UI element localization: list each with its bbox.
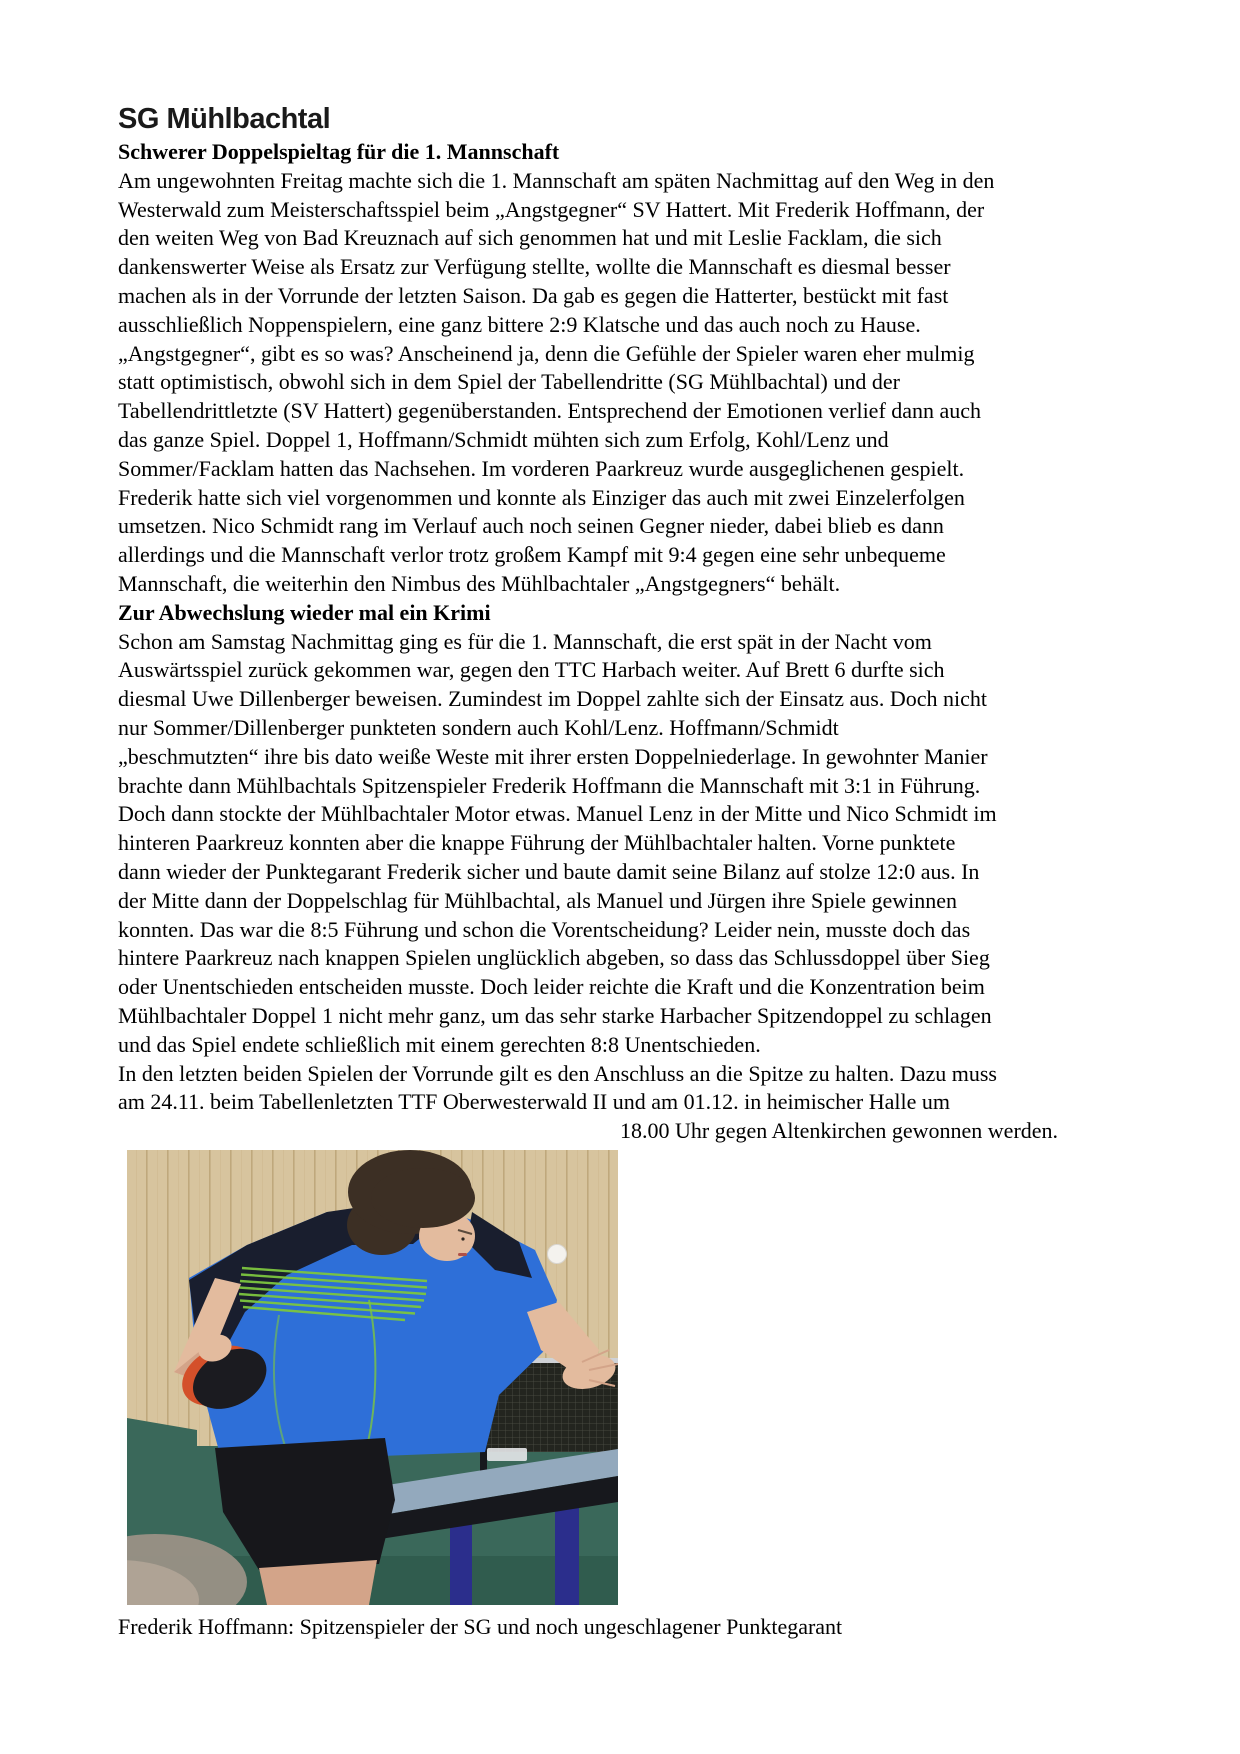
photo-illustration	[127, 1150, 618, 1605]
photo-table-tennis-player	[127, 1150, 618, 1605]
section-1	[118, 138, 1142, 599]
page-title: SG Mühlbachtal	[118, 103, 331, 135]
player-eye	[461, 1237, 464, 1240]
text-line: ausschließlich Noppenspielern, eine ganz bittere 2:9 Klatsche und das auch noch zu Hause.	[118, 311, 921, 337]
text-line: machen als in der Vorrunde der letzten Saison. Da gab es gegen die Hatterter, bestückt mit fast	[118, 282, 949, 308]
section-2	[118, 599, 1142, 1060]
text-line: „Angstgegner“, gibt es so was? Anscheinend ja, denn die Gefühle der Spieler waren eher mulmig	[118, 340, 975, 366]
text-line: den weiten Weg von Bad Kreuznach auf sich genommen hat und mit Leslie Facklam, die sich	[118, 225, 942, 251]
player-mouth	[458, 1253, 467, 1256]
text-line: hintere Paarkreuz nach knappen Spielen unglücklich abgeben, so dass das Schlussdoppel über Sieg	[118, 945, 990, 971]
text-line: Auswärtsspiel zurück gekommen war, gegen den TTC Harbach weiter. Auf Brett 6 durfte sich	[118, 657, 945, 683]
section-1-paragraph	[118, 167, 1142, 599]
text-line: hinteren Paarkreuz konnten aber die knappe Führung der Mühlbachtaler halten. Vorne punktete	[118, 830, 956, 856]
text-line: Frederik hatte sich viel vorgenommen und konnte als Einziger das auch mit zwei Einzelerfolgen	[118, 484, 965, 510]
section-1-heading: Schwerer Doppelspieltag für die 1. Mannschaft	[118, 139, 560, 164]
text-line: Westerwald zum Meisterschaftsspiel beim „Angstgegner“ SV Hattert. Mit Frederik Hoffmann, der	[118, 196, 985, 222]
article	[118, 100, 1142, 1642]
table-tennis-ball	[548, 1244, 567, 1263]
text-line: statt optimistisch, obwohl sich in dem Spiel der Tabellendritte (SG Mühlbachtal) und der	[118, 369, 900, 395]
text-line: In den letzten beiden Spielen der Vorrunde gilt es den Anschluss an die Spitze zu halten. Dazu muss	[118, 1060, 997, 1086]
text-line: Sommer/Facklam hatten das Nachsehen. Im vorderen Paarkreuz wurde ausgeglichenen gespielt.	[118, 455, 965, 481]
text-line: nur Sommer/Dillenberger punkteten sondern auch Kohl/Lenz. Hoffmann/Schmidt	[118, 714, 839, 740]
section-2-heading: Zur Abwechslung wieder mal ein Krimi	[118, 599, 491, 625]
section-2-paragraph	[118, 628, 1142, 1060]
text-line: und das Spiel endete schließlich mit einem gerechten 8:8 Unentschieden.	[118, 1031, 761, 1057]
text-line: umsetzen. Nico Schmidt rang im Verlauf auch noch seinen Gegner nieder, dabei blieb es dann	[118, 513, 944, 539]
text-line: Mannschaft, die weiterhin den Nimbus des Mühlbachtaler „Angstgegners“ behält.	[118, 570, 841, 596]
text-line: dann wieder der Punktegarant Frederik sicher und baute damit seine Bilanz auf stolze 12:0 aus. In	[118, 858, 980, 884]
text-line: der Mitte dann der Doppelschlag für Mühlbachtal, als Manuel und Jürgen ihre Spiele gewinnen	[118, 887, 958, 913]
text-line: Schon am Samstag Nachmittag ging es für die 1. Mannschaft, die erst spät in der Nacht vom	[118, 628, 932, 654]
text-line: Tabellendrittletzte (SV Hattert) gegenüberstanden. Entsprechend der Emotionen verlief dann auch	[118, 398, 982, 424]
text-line: diesmal Uwe Dillenberger beweisen. Zumindest im Doppel zahlte sich der Einsatz aus. Doch nicht	[118, 686, 987, 712]
text-line: allerdings und die Mannschaft verlor trotz großem Kampf mit 9:4 gegen eine sehr unbequeme	[118, 542, 946, 568]
text-line: brachte dann Mühlbachtals Spitzenspieler Frederik Hoffmann die Mannschaft mit 3:1 in Führung.	[118, 772, 981, 798]
text-line: konnten. Das war die 8:5 Führung und schon die Vorentscheidung? Leider nein, musste doch das	[118, 916, 971, 942]
text-line: Mühlbachtaler Doppel 1 nicht mehr ganz, um das sehr starke Harbacher Spitzendoppel zu schlagen	[118, 1002, 992, 1028]
text-line: „beschmutzten“ ihre bis dato weiße Weste mit ihrer ersten Doppelniederlage. In gewohnter Manier	[118, 743, 988, 769]
text-line: am 24.11. beim Tabellenletzten TTF Oberwesterwald II und am 01.12. in heimischer Halle um	[118, 1089, 950, 1115]
text-line: Doch dann stockte der Mühlbachtaler Motor etwas. Manuel Lenz in der Mitte und Nico Schmidt im	[118, 801, 997, 827]
indented-text-line: 18.00 Uhr gegen Altenkirchen gewonnen werden.	[620, 1118, 1059, 1144]
net-post-label	[487, 1448, 527, 1461]
closing-paragraph	[118, 1060, 1142, 1146]
text-line: oder Unentschieden entscheiden musste. Doch leider reichte die Kraft und die Konzentration beim	[118, 974, 985, 1000]
text-line: Am ungewohnten Freitag machte sich die 1. Mannschaft am späten Nachmittag auf den Weg in den	[118, 167, 995, 193]
photo-caption: Frederik Hoffmann: Spitzenspieler der SG und noch ungeschlagener Punktegarant	[118, 1613, 843, 1639]
text-line: dankenswerter Weise als Ersatz zur Verfügung stellte, wollte die Mannschaft es diesmal besser	[118, 254, 951, 280]
text-line: das ganze Spiel. Doppel 1, Hoffmann/Schmidt mühten sich zum Erfolg, Kohl/Lenz und	[118, 426, 889, 452]
